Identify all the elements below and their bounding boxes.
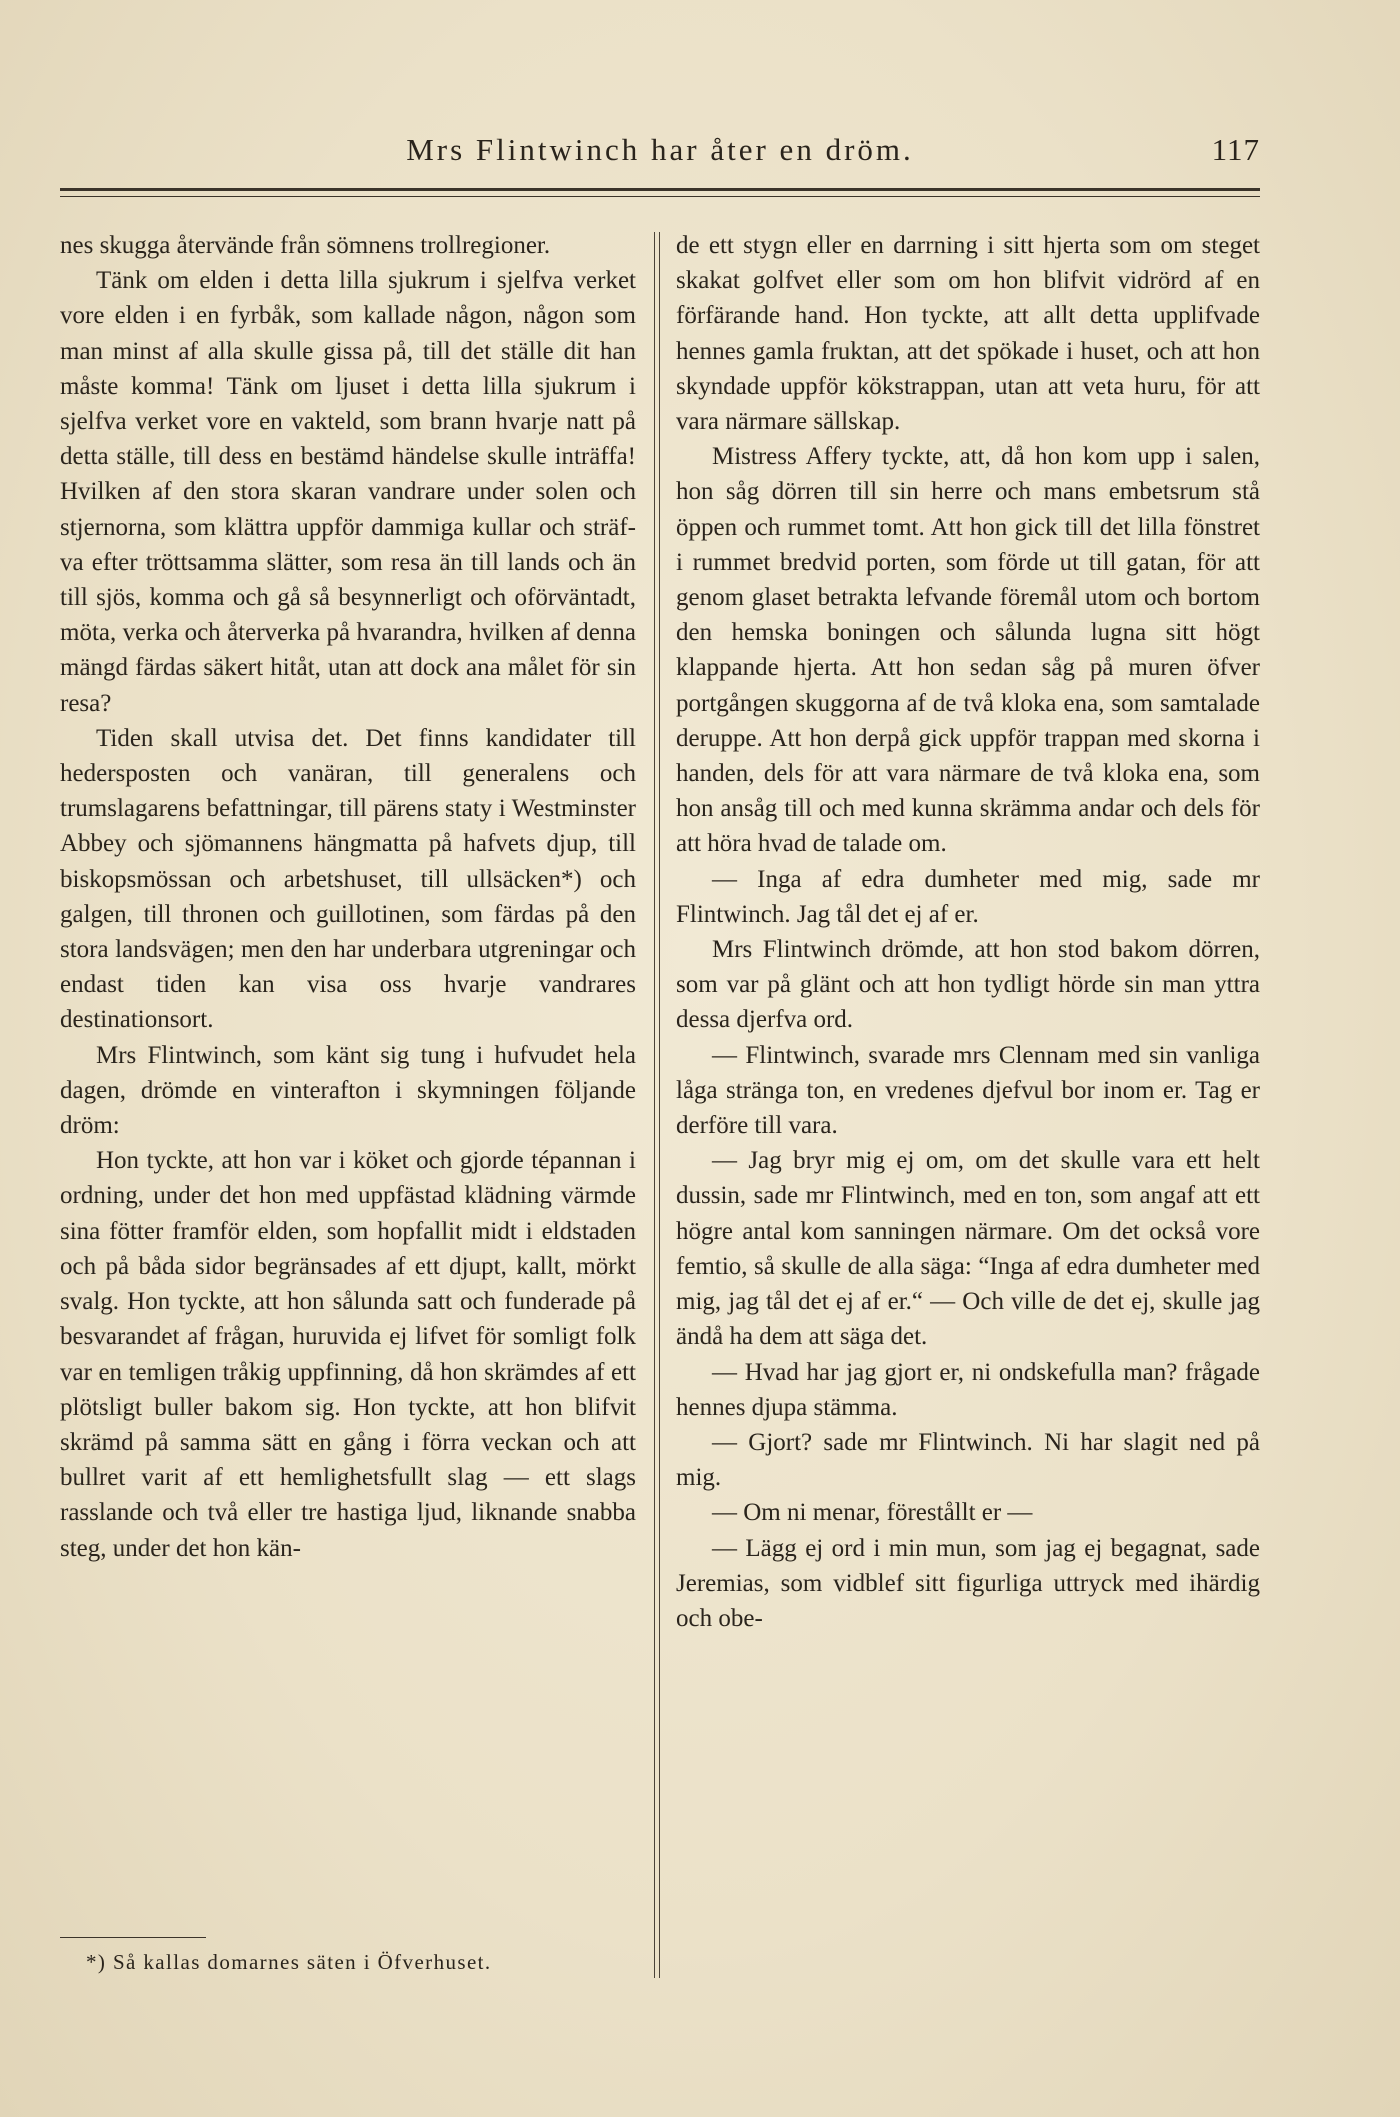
left-column	[60, 228, 636, 1566]
paragraph: — Om ni menar, förestållt er —	[712, 1499, 1033, 1527]
header-rule-thick	[60, 188, 1260, 191]
paragraph: — Lägg ej ord i min mun, som jag ej begagnat, sade Jeremias, som vidblef sitt figurliga uttryck med ihärdig och obe-	[676, 1534, 1260, 1632]
paragraph: Hon tyckte, att hon var i köket och gjorde tépannan i ordning, under det hon med uppfästad klädning värmde sina fötter framför elden, som hopfallit midt i eldstaden och på båda sidor begränsades af ett djupt, kallt, mörkt svalg. Hon tyckte, att hon sålunda satt och funderade på besvarandet af frågan, huruvida ej lifvet för somligt folk var en temligen tråkig uppfinning, då hon skrämdes af ett plötsligt buller bakom sig. Hon tyckte, att hon blifvit skrämd på samma sätt en gång i förra veckan och att bullret varit af ett hemlighetsfullt slag — ett slags rasslande och två eller tre hastiga ljud, liknande snabba steg, under det hon kän-	[60, 1147, 636, 1562]
footnote-rule	[60, 1937, 206, 1938]
paragraph: de ett stygn eller en darrning i sitt hjerta som om steget skakat golfvet eller som om hon blifvit vidrörd af en förfärande hand. Hon tyckte, att allt detta upplifvade hennes gamla fruktan, att det spökade i huset, och att hon skyndade uppför kökstrappan, utan att veta huru, för att vara närmare sällskap.	[676, 232, 1260, 436]
page-number: 117	[1211, 132, 1260, 167]
column-divider	[654, 232, 660, 1978]
paragraph: — Hvad har jag gjort er, ni ondskefulla man? frågade hennes djupa stämma.	[676, 1358, 1260, 1421]
paragraph: — Gjort? sade mr Flintwinch. Ni har slagit ned på mig.	[676, 1428, 1260, 1492]
running-title: Mrs Flintwinch har åter en dröm.	[406, 132, 914, 167]
paragraph: Tänk om elden i detta lilla sjukrum i sjelfva verket vore elden i en fyrbåk, som kallade någon, någon som man minst af alla skulle gissa på, till det ställe dit han måste komma! Tänk om ljuset i detta lilla sjukrum i sjelfva verket vore en vakteld, som brann hvarje natt på detta ställe, till dess en bestämd händelse skulle inträffa! Hvilken af den stora skaran vandrare under solen och stjernorna, som klättra uppför dammiga kullar och sträfva efter tröttsamma slätter, som resa än till lands och än till sjös, komma och gå så besynnerligt och oförväntadt, möta, verka och återverka på hvarandra, hvilken af denna mängd färdas säkert hitåt, utan att dock ana målet för sin resa?	[60, 267, 636, 717]
paragraph: Mrs Flintwinch, som känt sig tung i hufvudet hela dagen, drömde en vinterafton i skymningen följande dröm:	[60, 1041, 636, 1140]
paragraph: nes skugga återvände från sömnens trollregioner.	[60, 232, 551, 259]
paragraph: Mistress Affery tyckte, att, då hon kom upp i salen, hon såg dörren till sin herre och mans embetsrum stå öppen och rummet tomt. Att hon gick till det lilla fönstret i rummet bredvid porten, som förde ut till gatan, för att genom glaset betrakta lefvande föremål utom och bortom den hemska boningen och sålunda lugna sitt högt klappande hjerta. Att hon sedan såg på muren öfver portgången skuggorna af de två kloka ena, som samtalade deruppe. Att hon derpå gick uppför trappan med skorna i handen, dels för att vara närmare de två kloka ena, som hon ansåg till och med kunna skrämma andar och dels för att höra hvad de talade om.	[676, 443, 1260, 858]
paragraph: — Inga af edra dumheter med mig, sade mr Flintwinch. Jag tål det ej af er.	[676, 865, 1260, 928]
page-header	[60, 132, 1260, 176]
paragraph: — Flintwinch, svarade mrs Clennam med sin vanliga låga stränga ton, en vredenes djefvul bor inom er. Tag er derföre till vara.	[676, 1041, 1260, 1140]
paragraph: — Jag bryr mig ej om, om det skulle vara ett helt dussin, sade mr Flintwinch, med en ton, som angaf att ett högre antal kom sanningen närmare. Om det också vore femtio, så skulle de alla säga: “Inga af edra dumheter med mig, jag tål det ej af er.“ — Och ville de det ej, skulle jag ändå ha dem att säga det.	[676, 1147, 1260, 1351]
footnote: *) Så kallas domarnes säten i Öfverhuset.	[86, 1950, 492, 1974]
header-rule-thin	[60, 196, 1260, 197]
paragraph: Mrs Flintwinch drömde, att hon stod bakom dörren, som var på glänt och att hon tydligt hörde sin man yttra dessa djerfva ord.	[676, 936, 1260, 1034]
paragraph: Tiden skall utvisa det. Det finns kandidater till hedersposten och vanäran, till generalens och trumslagarens befattningar, till pärens staty i Westminster Abbey och sjömannens hängmatta på hafvets djup, till biskopsmössan och arbetshuset, till ullsäcken*) och galgen, till thronen och guillotinen, som färdas på den stora landsvägen; men den har underbara utgreningar och endast tiden kan visa oss hvarje vandrares destinationsort.	[60, 724, 636, 1034]
right-column	[676, 228, 1260, 1636]
